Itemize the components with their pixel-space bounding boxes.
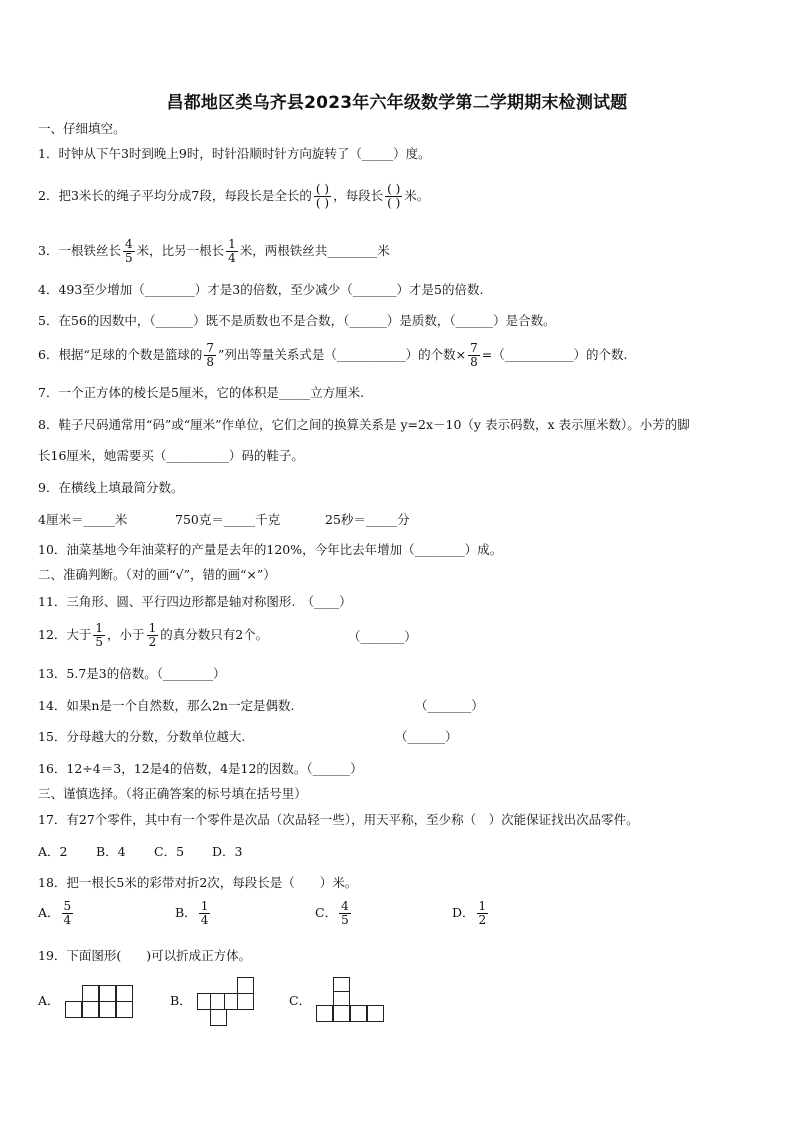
- question-19: 19．下面图形( )可以折成正方体。: [38, 948, 252, 963]
- q18-option-b: B． $\frac{1}{4}$: [175, 899, 209, 927]
- question-9b: 750克＝_____千克: [175, 512, 281, 527]
- page-title: 昌都地区类乌齐县2023年六年级数学第二学期期末检测试题: [166, 93, 628, 113]
- q19-net-c: [315, 977, 390, 1027]
- net-cell: [82, 985, 99, 1002]
- q2-fraction-blank-1: $\frac{( )}{( )}$: [315, 182, 330, 210]
- net-cell: [316, 1005, 333, 1022]
- question-10: 10．油菜基地今年油菜籽的产量是去年的120%，今年比去年增加（________）成。: [38, 542, 503, 557]
- section-2-heading: 二、准确判断。（对的画“√”，错的画“×”）: [38, 567, 276, 582]
- q12-fraction-1: $\frac{1}{5}$: [95, 621, 104, 649]
- q2-text-post: 米。: [404, 188, 430, 203]
- q17-option-a: A．2: [38, 844, 68, 859]
- net-cell: [333, 1005, 350, 1022]
- net-cell: [350, 1005, 367, 1022]
- q15-answer-paren: （______）: [395, 729, 458, 744]
- q2-text-mid: ，每段长: [333, 188, 384, 203]
- q2-text-pre: 2．把3米长的绳子平均分成7段，每段长是全长的: [38, 188, 312, 203]
- net-cell: [367, 1005, 384, 1022]
- question-3: 3．一根铁丝长 $\frac{4}{5}$ 米，比另一根长 $\frac{1}{4}$ 米，两根铁丝共________米: [38, 237, 390, 265]
- q6-fraction-1: $\frac{7}{8}$: [206, 341, 214, 369]
- q3-fraction-1: $\frac{4}{5}$: [124, 237, 133, 265]
- question-16: 16．12÷4＝3，12是4的倍数，4是12的因数。（______）: [38, 761, 363, 776]
- question-11: 11．三角形、圆、平行四边形都是轴对称图形. （____）: [38, 594, 352, 609]
- net-cell: [82, 1001, 99, 1018]
- question-7: 7．一个正方体的棱长是5厘米，它的体积是_____立方厘米.: [38, 385, 365, 400]
- question-13: 13．5.7是3的倍数。（________）: [38, 666, 226, 681]
- question-9a: 4厘米＝_____米: [38, 512, 128, 527]
- q17-option-c: C．5: [154, 844, 185, 859]
- q19-net-b: [197, 977, 269, 1029]
- q12-fraction-2: $\frac{1}{2}$: [148, 621, 157, 649]
- q12-answer-paren: （_______）: [348, 629, 417, 644]
- q18-option-c: C． $\frac{4}{5}$: [315, 899, 349, 927]
- net-cell: [237, 977, 254, 994]
- question-15: 15．分母越大的分数，分数单位越大.: [38, 729, 246, 744]
- question-9c: 25秒＝_____分: [325, 512, 410, 527]
- question-17: 17．有27个零件，其中有一个零件是次品（次品轻一些），用天平称，至少称（ ）次能保证找出次品零件。: [38, 812, 639, 827]
- net-cell: [65, 1001, 82, 1018]
- question-8-line-1: 8．鞋子尺码通常用“码”或“厘米”作单位，它们之间的换算关系是 y=2x－10（y 表示码数，x 表示厘米数）。小芳的脚: [38, 417, 690, 432]
- q19-option-a-label: A．: [38, 993, 60, 1008]
- question-18: 18．把一根长5米的彩带对折2次，每段长是（ ）米。: [38, 875, 358, 890]
- q17-option-d: D．3: [212, 844, 243, 859]
- question-2: [38, 183, 429, 210]
- question-12: 12．大于 $\frac{1}{5}$ ，小于 $\frac{1}{2}$ 的真分数只有2个。: [38, 621, 269, 649]
- net-cell: [99, 985, 116, 1002]
- net-cell: [210, 1009, 227, 1026]
- net-cell: [99, 1001, 116, 1018]
- q6-fraction-2: $\frac{7}{8}$: [470, 341, 478, 369]
- question-5: 5．在56的因数中，（______）既不是质数也不是合数，（______）是质数，（______）是合数。: [38, 313, 556, 328]
- q19-net-a: [65, 985, 137, 1019]
- q19-option-b-label: B．: [170, 993, 192, 1008]
- section-1-heading: 一、仔细填空。: [38, 121, 126, 136]
- q18-option-d: D． $\frac{1}{2}$: [452, 899, 487, 927]
- question-6: 6．根据“足球的个数是篮球的 $\frac{7}{8}$ ”列出等量关系式是（___________）的个数× $\frac{7}{8}$ =（___________）的个数.: [38, 341, 628, 369]
- q3-fraction-2: $\frac{1}{4}$: [228, 237, 236, 265]
- question-4: 4．493至少增加（________）才是3的倍数，至少减少（_______）才是5的倍数.: [38, 282, 484, 297]
- question-1: 1．时钟从下午3时到晚上9时，时针沿顺时针方向旋转了（_____）度。: [38, 146, 431, 161]
- question-8-line-2: 长16厘米，她需要买（__________）码的鞋子。: [38, 448, 304, 463]
- q17-option-b: B．4: [96, 844, 126, 859]
- q17-options: [38, 843, 242, 861]
- q19-option-c-label: C．: [289, 993, 312, 1008]
- net-cell: [237, 993, 254, 1010]
- q18-option-a: A． $\frac{5}{4}$: [38, 899, 72, 927]
- q14-answer-paren: （_______）: [415, 698, 484, 713]
- net-cell: [116, 1001, 133, 1018]
- q2-fraction-blank-2: $\frac{( )}{( )}$: [387, 182, 401, 210]
- net-cell: [116, 985, 133, 1002]
- section-3-heading: 三、谨慎选择。（将正确答案的标号填在括号里）: [38, 786, 307, 801]
- question-9: 9．在横线上填最简分数。: [38, 480, 184, 495]
- question-14: 14．如果n是一个自然数，那么2n一定是偶数.: [38, 698, 295, 713]
